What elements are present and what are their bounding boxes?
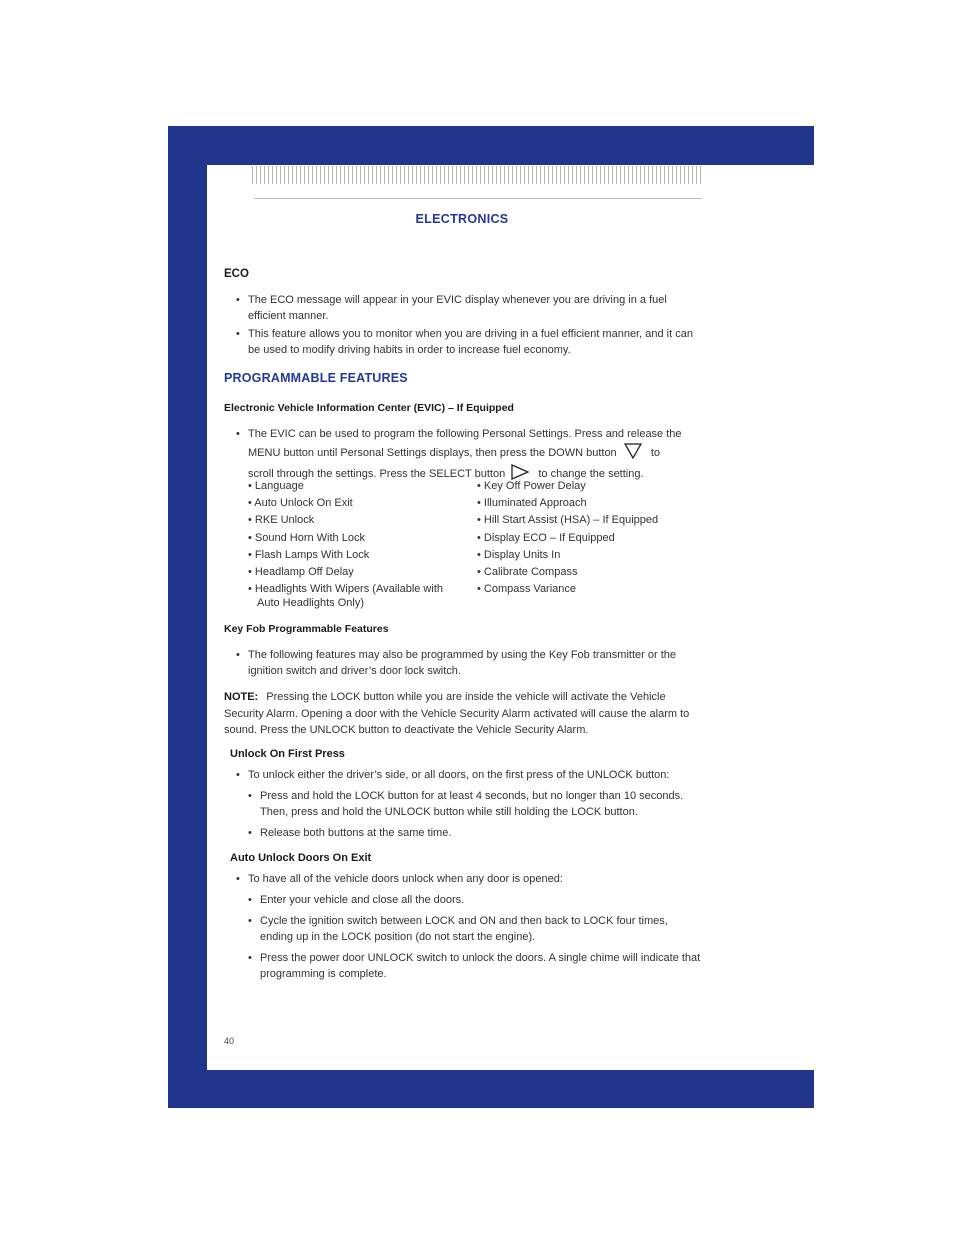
feature-item: • Calibrate Compass [477,566,578,578]
eco-bullet-1: • The ECO message will appear in your EVIC display whenever you are driving in a fuel efficient manner. [236,294,667,322]
feature-item: • Headlamp Off Delay [248,566,354,578]
page-number: 40 [224,1036,235,1046]
feature-item: • Language [248,480,304,492]
header-rule [254,198,702,199]
auto-unlock-step: • Cycle the ignition switch between LOCK and ON and then back to LOCK four times, ending up in the LOCK position (do not start the engine). [248,915,668,943]
unlock-first-press-step: • Release both buttons at the same time. [248,827,452,839]
feature-item: • Display ECO – If Equipped [477,532,615,544]
feature-item: • Headlights With Wipers (Available with Auto Headlights Only) [248,583,443,609]
feature-item: • Compass Variance [477,583,577,595]
auto-unlock-step: • Press the power door UNLOCK switch to unlock the doors. A single chime will indicate that programming is complete. [248,952,701,980]
note-paragraph: NOTE: Pressing the LOCK button while you are inside the vehicle will activate the Vehicle Security Alarm. Opening a door with the Vehicle Security Alarm activated will cause the alarm to sound. Press the UNLOCK button to deactivate the Vehicle Security Alarm. [224,691,690,736]
feature-item: • Sound Horn With Lock [248,532,365,544]
eco-bullet-2: • This feature allows you to monitor when you are driving in a fuel efficient manner, and it can be used to modify driving habits in order to increase fuel economy. [236,328,693,356]
feature-item: • Flash Lamps With Lock [248,549,370,561]
down-triangle-icon [624,443,642,465]
evic-heading: Electronic Vehicle Information Center (EVIC) – If Equipped [224,402,514,414]
feature-item: • Hill Start Assist (HSA) – If Equipped [477,514,659,526]
auto-unlock-bullet: • To have all of the vehicle doors unlock when any door is opened: [236,873,563,885]
auto-unlock-heading: Auto Unlock Doors On Exit [230,852,372,864]
auto-unlock-step: • Enter your vehicle and close all the doors. [248,894,465,906]
unlock-first-press-heading: Unlock On First Press [230,748,345,760]
feature-item: • Illuminated Approach [477,497,587,509]
evic-intro-bullet: • The EVIC can be used to program the following Personal Settings. Press and release the MENU button until Personal Settings displays, then press the DOWN button to scroll through the settings. Press the SELECT button to change the setting. [248,427,688,486]
feature-item: • Auto Unlock On Exit [248,497,353,509]
header-tick-pattern [252,166,703,184]
keyfob-heading: Key Fob Programmable Features [224,623,389,635]
unlock-first-press-step: • Press and hold the LOCK button for at least 4 seconds, but no longer than 10 seconds. Then, press and hold the UNLOCK button while still holding the LOCK button. [248,790,684,818]
feature-item: • Display Units In [477,549,561,561]
unlock-first-press-bullet: • To unlock either the driver’s side, or all doors, on the first press of the UNLOCK button: [236,769,670,781]
programmable-features-heading: PROGRAMMABLE FEATURES [224,371,408,385]
keyfob-bullet: • The following features may also be programmed by using the Key Fob transmitter or the ignition switch and driver’s door lock switch. [236,649,676,677]
eco-heading: ECO [224,268,249,280]
feature-item: • RKE Unlock [248,514,315,526]
section-title: ELECTRONICS [415,212,509,226]
note-label: NOTE: [224,691,259,703]
feature-item: • Key Off Power Delay [477,480,586,492]
